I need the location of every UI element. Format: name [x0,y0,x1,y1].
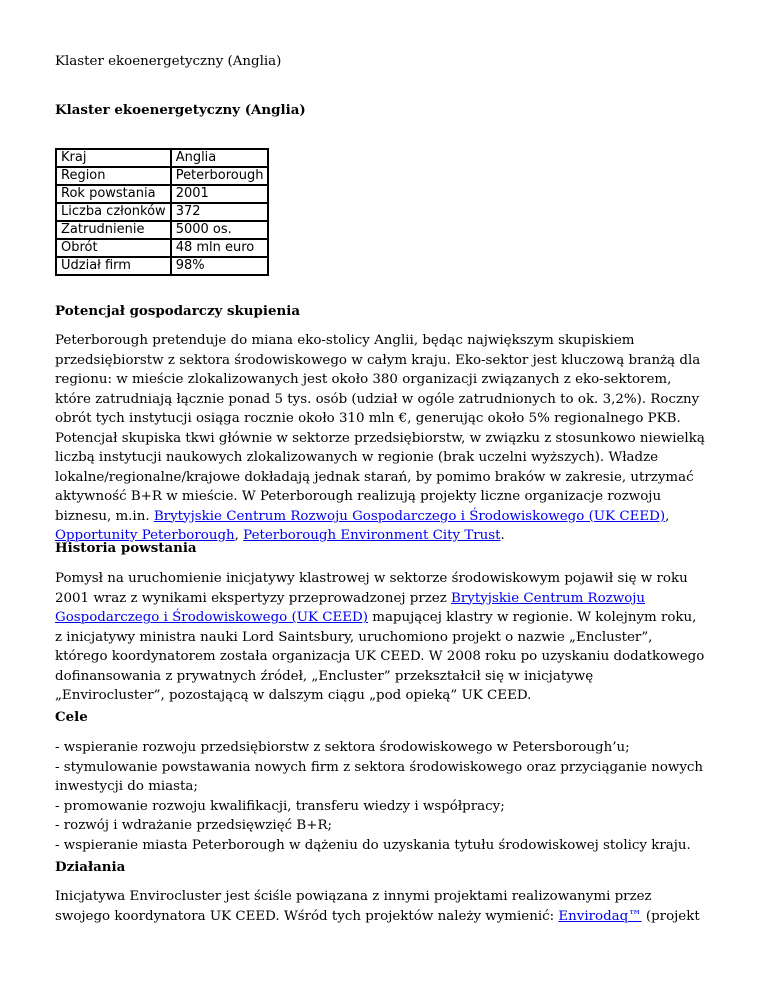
facts-value: 5000 os. [171,221,269,239]
section-heading-historia: Historia powstania [55,540,197,556]
facts-value: 48 mln euro [171,239,269,257]
document-title: Klaster ekoenergetyczny (Anglia) [55,54,282,69]
link-envirodaq[interactable]: Envirodaq™ [558,908,642,924]
facts-row [56,203,268,221]
paragraph-dzialania: Inicjatywa Envirocluster jest ściśle powiązana z innymi projektami realizowanymi przez swojego koordynatora UK CEED. Wśród tych projektów należy wymienić: Envirodaq™ (projekt [55,889,700,924]
section-dzialania [55,859,705,875]
facts-label: Udział firm [56,257,171,275]
facts-label: Liczba członków [56,203,171,221]
section-potencjal [55,303,705,319]
paragraph-potencjal: Peterborough pretenduje do miana eko-stolicy Anglii, będąc największym skupiskiem przedsiębiorstw z sektora środowiskowego w całym kraju. Eko-sektor jest kluczową branżą dla regionu: w mieście zlokalizowanych jest około 380 organizacji związanych z eko-sektorem, które zatrudniają łącznie ponad 5 tys. osób (udział w ogóle zatrudnionych to ok. 3,2%). Roczny obrót tych instytucji osiąga rocznie około 310 mln €, generując około 5% regionalnego PKB. Potencjał skupiska tkwi głównie w sektorze przedsiębiorstw, w związku z stosunkowo niewielką liczbą instytucji naukowych zlokalizowanych w regionie (brak uczelni wyższych). Władze lokalne/regionalne/krajowe dokładają jednak starań, by pomimo braków w zakresie, utrzymać aktywność B+R w mieście. W Peterborough realizują projekty liczne organizacje rozwoju biznesu, m.in. Brytyjskie Centrum Rozwoju Gospodarczego i Środowiskowego (UK CEED), Opportunity Peterborough, Peterborough Environment City Trust. [55,333,705,543]
link-uk-ceed-historia[interactable]: Brytyjskie Centrum Rozwoju Gospodarczego i Środowiskowego (UK CEED) [55,590,646,625]
link-opportunity-peterborough[interactable]: Opportunity Peterborough [55,528,235,543]
page-heading: Klaster ekoenergetyczny (Anglia) [55,102,306,118]
section-heading-potencjal: Potencjał gospodarczy skupienia [55,303,301,319]
facts-label: Rok powstania [56,185,171,203]
facts-value: Anglia [171,149,269,167]
section-historia-body [55,569,705,706]
section-historia [55,540,705,556]
facts-label: Zatrudnienie [56,221,171,239]
facts-row [56,257,268,275]
section-heading-dzialania: Działania [55,859,126,875]
facts-label: Kraj [56,149,171,167]
facts-value: Peterborough [171,167,269,185]
section-heading-cele: Cele [55,709,88,725]
facts-value: 98% [171,257,269,275]
facts-label: Region [56,167,171,185]
paragraph-historia: Pomysł na uruchomienie inicjatywy klastrowej w sektorze środowiskowym pojawił się w roku 2001 wraz z wynikami ekspertyzy przeprowadzonej przez Brytyjskie Centrum Rozwoju Gospodarczego i Środowiskowego (UK CEED) mapującej klastry w regionie. W kolejnym roku, z inicjatywy ministra nauki Lord Saintsbury, uruchomiono projekt o nazwie „Encluster”, którego koordynatorem została organizacja UK CEED. W 2008 roku po uzyskaniu dodatkowego dofinansowania z prywatnych źródeł, „Encluster” przekształcił się w inicjatywę „Envirocluster”, pozostającą w dalszym ciągu „pod opieką” UK CEED. [55,571,705,703]
cele-item: - promowanie rozwoju kwalifikacji, transferu wiedzy i współpracy; [55,798,505,814]
facts-row [56,239,268,257]
cluster-facts-table [55,148,269,276]
section-potencjal-body [55,331,705,546]
cele-item: - stymulowanie powstawania nowych firm z sektora środowiskowego oraz przyciąganie nowych inwestycji do miasta; [55,759,704,794]
section-cele-list [55,738,705,855]
facts-label: Obrót [56,239,171,257]
cele-item: - wspieranie rozwoju przedsiębiorstw z sektora środowiskowego w Petersborough’u; [55,740,630,755]
facts-row [56,221,268,239]
facts-row [56,149,268,167]
section-dzialania-body [55,887,705,926]
cele-item: - rozwój i wdrażanie przedsięwzięć B+R; [55,818,333,833]
link-peterborough-environment-city-trust[interactable]: Peterborough Environment City Trust [243,528,501,543]
facts-row [56,185,268,203]
facts-value: 2001 [171,185,269,203]
link-uk-ceed[interactable]: Brytyjskie Centrum Rozwoju Gospodarczego i Środowiskowego (UK CEED) [153,508,666,524]
cele-item: - wspieranie miasta Peterborough w dążeniu do uzyskania tytułu środowiskowej stolicy kraju. [55,837,691,853]
facts-value: 372 [171,203,269,221]
facts-row [56,167,268,185]
section-cele [55,709,705,725]
